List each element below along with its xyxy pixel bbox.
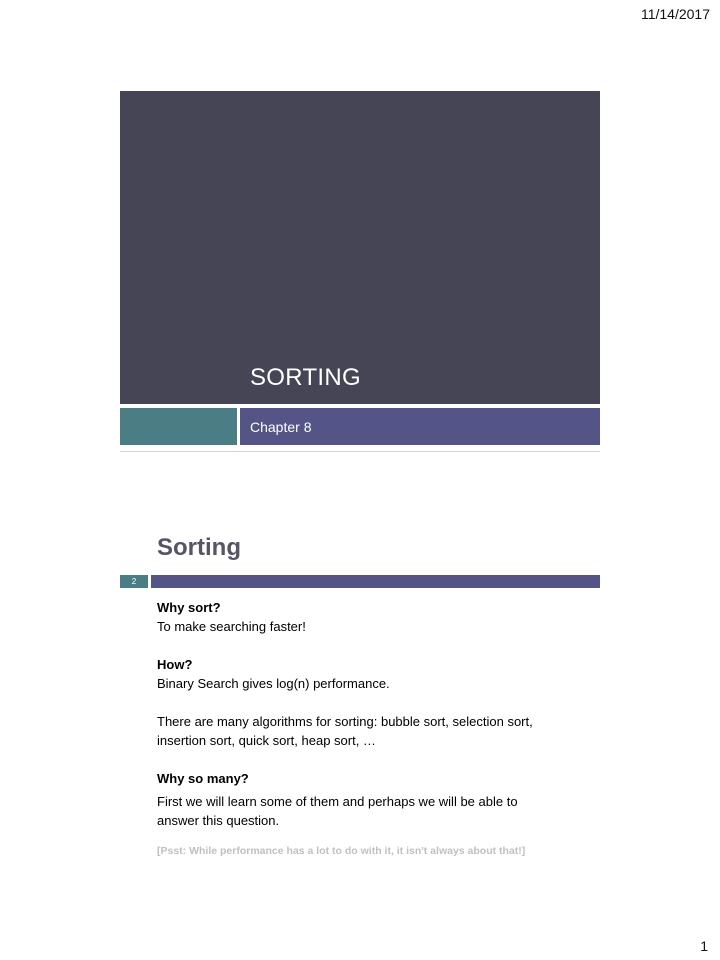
title-slide-background [120, 91, 600, 404]
question-how: How? [157, 657, 193, 672]
title-underline-bar [151, 575, 600, 588]
question-why-so-many: Why so many? [157, 771, 249, 786]
answer-why-sort: To make searching faster! [157, 619, 306, 634]
slide2-body [157, 598, 597, 861]
print-date: 11/14/2017 [640, 6, 710, 22]
answer-why-so-many-line-1: First we will learn some of them and perhaps we will be able to [157, 794, 518, 809]
slide-subtitle: Chapter 8 [250, 419, 312, 435]
answer-how: Binary Search gives log(n) performance. [157, 676, 390, 691]
slide-number-badge: 2 [120, 575, 148, 588]
slide2-title: Sorting [157, 534, 241, 561]
algorithms-line-2: insertion sort, quick sort, heap sort, … [157, 733, 376, 748]
slide-title: SORTING [250, 364, 362, 391]
question-why-sort: Why sort? [157, 600, 221, 615]
algorithms-line-1: There are many algorithms for sorting: bubble sort, selection sort, [157, 714, 533, 729]
psst-note: [Psst: While performance has a lot to do with it, it isn't always about that!] [157, 845, 526, 857]
accent-block-teal [120, 408, 237, 445]
page-number: 1 [700, 938, 708, 954]
answer-why-so-many-line-2: answer this question. [157, 813, 280, 828]
divider-line [120, 451, 600, 452]
